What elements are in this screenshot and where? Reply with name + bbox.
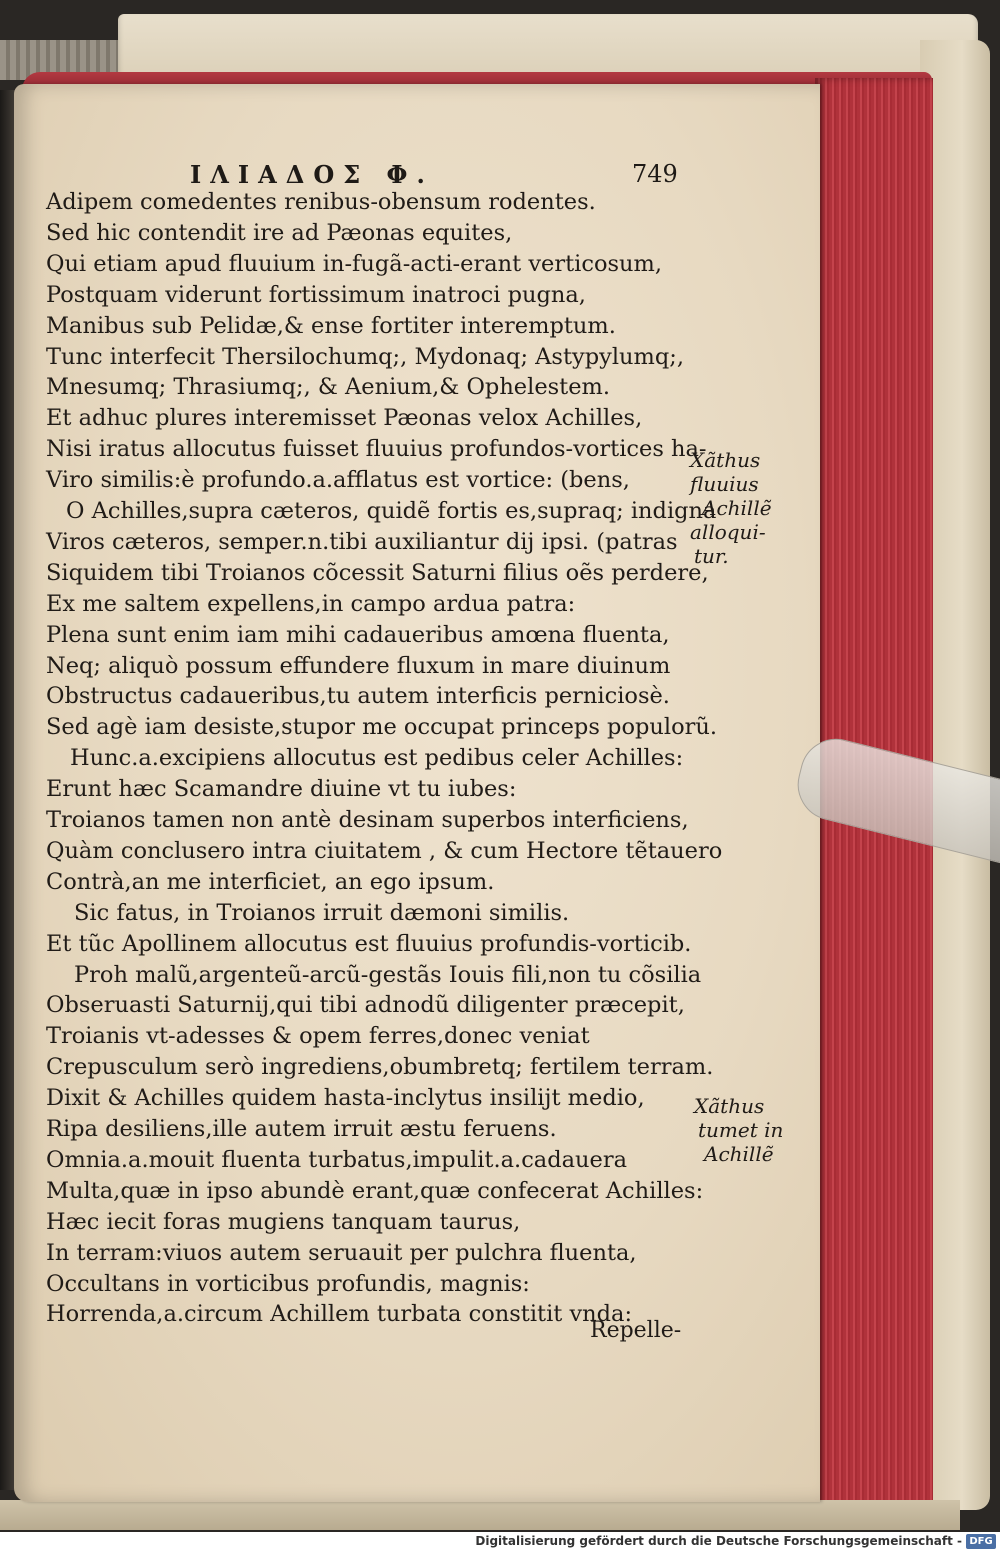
- page-number: 749: [632, 160, 678, 188]
- margin-note-line: fluuius: [690, 472, 759, 496]
- margin-note-2: [694, 1094, 783, 1166]
- text-line: Erunt hæc Scamandre diuine vt tu iubes:: [46, 776, 517, 803]
- text-line: Obseruasti Saturnij,qui tibi adnodũ diligenter præcepit,: [46, 992, 685, 1019]
- margin-note-line: tumet in: [698, 1118, 784, 1142]
- text-line: In terram:viuos autem seruauit per pulchra fluenta,: [46, 1239, 637, 1266]
- text-line: Contrà,an me interficiet, an ego ipsum.: [46, 868, 495, 895]
- text-line: Multa,quæ in ipso abundè erant,quæ confecerat Achilles:: [46, 1177, 704, 1204]
- dfg-logo: DFG: [966, 1534, 996, 1549]
- text-line: Et adhuc plures interemisset Pæonas velox Achilles,: [46, 405, 643, 432]
- text-line: Sed agè iam desiste,stupor me occupat princeps populorũ.: [46, 714, 718, 741]
- text-line: Hunc.a.excipiens allocutus est pedibus celer Achilles:: [70, 745, 684, 772]
- text-line: Nisi iratus allocutus fuisset fluuius profundos-vortices ha-: [46, 436, 707, 463]
- cover-board-bottom: [0, 1500, 960, 1530]
- margin-note-line: Xãthus: [694, 1094, 765, 1118]
- text-line: Obstructus cadaueribus,tu autem interficis perniciosè.: [46, 683, 670, 710]
- footer-bar: [0, 1532, 1000, 1552]
- text-line: Omnia.a.mouit fluenta turbatus,impulit.a.cadauera: [46, 1146, 628, 1173]
- text-line: Troianis vt-adesses & opem ferres,donec veniat: [46, 1023, 590, 1050]
- text-line: Proh malũ,argenteũ-arcũ-gestãs Iouis fili,non tu cõsilia: [74, 961, 702, 988]
- footer-credit: Digitalisierung gefördert durch die Deutsche Forschungsgemeinschaft -: [475, 1534, 962, 1548]
- text-line: Crepusculum serò ingrediens,obumbretq; fertilem terram.: [46, 1054, 714, 1081]
- text-line: Postquam viderunt fortissimum inatroci pugna,: [46, 281, 586, 308]
- text-line: Tunc interfecit Thersilochumq;, Mydonaq; Astypylumq;,: [46, 343, 684, 370]
- text-line: Adipem comedentes renibus-obensum rodentes.: [46, 189, 596, 215]
- text-line: Quàm conclusero intra ciuitatem , & cum Hectore tẽtauero: [46, 837, 723, 864]
- text-line: Plena sunt enim iam mihi cadaueribus amœna fluenta,: [46, 621, 670, 648]
- margin-note-line: tur.: [694, 544, 729, 568]
- text-line: Troianos tamen non antè desinam superbos interficiens,: [46, 807, 689, 833]
- running-head: ΙΛΙΑΔΟΣ Φ.: [190, 160, 434, 189]
- margin-note-1: [690, 448, 772, 568]
- text-line: Manibus sub Pelidæ,& ense fortiter interemptum.: [46, 312, 616, 339]
- text-line: Dixit & Achilles quidem hasta-inclytus insilijt medio,: [46, 1085, 645, 1112]
- margin-note-line: Xãthus: [690, 448, 761, 472]
- text-line: Neq; aliquò possum effundere fluxum in mare diuinum: [46, 652, 671, 679]
- text-line: Horrenda,a.circum Achillem turbata constitit vnda:: [46, 1301, 633, 1328]
- text-line: Siquidem tibi Troianos cõcessit Saturni filius oẽs perdere,: [46, 559, 709, 586]
- text-line: Ripa desiliens,ille autem irruit æstu feruens.: [46, 1116, 557, 1142]
- text-line: O Achilles,supra cæteros, quidẽ fortis es,supraq; indigna: [66, 498, 717, 524]
- catchword: Repelle-: [590, 1318, 682, 1343]
- margin-note-line: Achillẽ: [702, 496, 772, 520]
- text-line: Et tũc Apollinem allocutus est fluuius profundis-vorticib.: [46, 930, 692, 957]
- text-line: Sed hic contendit ire ad Pæonas equites,: [46, 219, 513, 246]
- text-line: Sic fatus, in Troianos irruit dæmoni similis.: [74, 899, 570, 926]
- text-line: Occultans in vorticibus profundis, magnis:: [46, 1270, 530, 1297]
- text-line: Qui etiam apud fluuium in-fugã-acti-erant verticosum,: [46, 250, 663, 277]
- margin-note-line: Achillẽ: [704, 1142, 774, 1166]
- text-line: Hæc iecit foras mugiens tanquam taurus,: [46, 1208, 521, 1235]
- text-line: Ex me saltem expellens,in campo ardua patra:: [46, 590, 576, 617]
- margin-note-line: alloqui-: [690, 520, 766, 544]
- text-line: Mnesumq; Thrasiumq;, & Aenium,& Ophelestem.: [46, 374, 611, 401]
- text-line: Viros cæteros, semper.n.tibi auxiliantur dij ipsi. (patras: [46, 528, 678, 555]
- text-line: Viro similis:è profundo.a.afflatus est vortice: (bens,: [46, 467, 630, 494]
